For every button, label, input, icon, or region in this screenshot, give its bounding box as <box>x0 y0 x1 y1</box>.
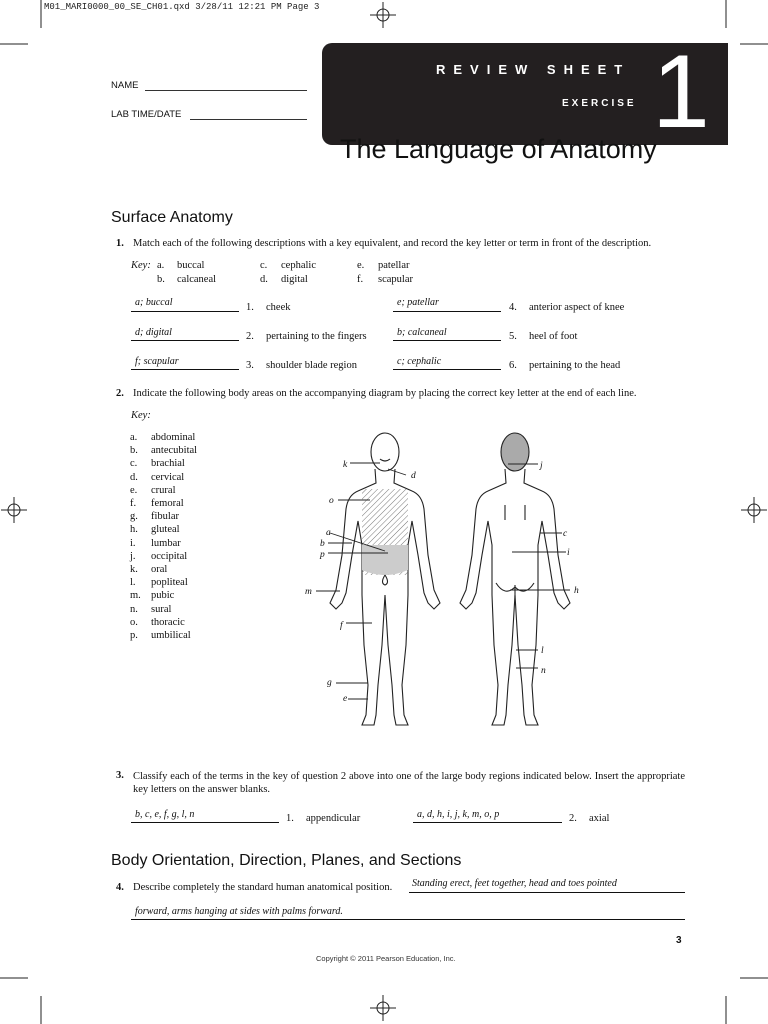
question-number: 3. <box>116 770 124 781</box>
exercise-label: EXERCISE <box>562 98 637 109</box>
page-number: 3 <box>676 935 682 946</box>
answer-blank[interactable] <box>131 311 239 312</box>
list-item: m. pubic <box>130 590 175 602</box>
list-item: b. antecubital <box>130 445 198 457</box>
key-term: digital <box>281 274 308 285</box>
key-term: patellar <box>378 260 410 271</box>
item-description: appendicular <box>306 813 361 824</box>
answer-blank[interactable] <box>131 340 239 341</box>
body-diagram <box>300 425 600 740</box>
exercise-number: 1 <box>652 34 710 150</box>
name-field[interactable] <box>145 90 307 91</box>
item-description: cheek <box>266 302 291 313</box>
diagram-label-h: h <box>574 586 579 596</box>
key-letter: c. <box>260 260 268 271</box>
answer-blank[interactable] <box>393 311 501 312</box>
item-description: shoulder blade region <box>266 360 357 371</box>
item-number: 5. <box>509 331 517 342</box>
key-letter: f. <box>357 274 364 285</box>
question-number: 2. <box>116 388 124 399</box>
diagram-label-k: k <box>343 460 348 470</box>
item-description: pertaining to the fingers <box>266 331 367 342</box>
list-item: i. lumbar <box>130 537 181 549</box>
item-description: heel of foot <box>529 331 578 342</box>
list-item: l. popliteal <box>130 577 188 589</box>
list-item: d. cervical <box>130 471 185 483</box>
list-item: p. umbilical <box>130 630 191 642</box>
list-item: e. crural <box>130 484 176 496</box>
diagram-label-i: i <box>567 548 570 558</box>
item-number: 2. <box>569 813 577 824</box>
answer-blank[interactable] <box>409 892 685 893</box>
diagram-label-n: n <box>541 666 546 676</box>
item-number: 2. <box>246 331 254 342</box>
list-item: o. thoracic <box>130 616 185 628</box>
answer-blank[interactable] <box>393 340 501 341</box>
answer-text: a; buccal <box>135 297 173 308</box>
slug-line: M01_MARI0000_00_SE_CH01.qxd 3/28/11 12:21 PM Page 3 <box>44 2 320 12</box>
list-item: a. abdominal <box>130 432 196 443</box>
key-letter: b. <box>157 274 165 285</box>
key-letter: d. <box>260 274 268 285</box>
list-item: h. gluteal <box>130 524 180 536</box>
list-item: c. brachial <box>130 458 185 470</box>
page-title: The Language of Anatomy <box>340 134 657 164</box>
list-item: n. sural <box>130 603 172 615</box>
copyright: Copyright © 2011 Pearson Education, Inc. <box>316 954 456 963</box>
diagram-label-p: p <box>320 550 325 560</box>
lab-time-label: LAB TIME/DATE <box>111 109 182 120</box>
answer-text: Standing erect, feet together, head and toes pointed <box>412 878 617 889</box>
name-label: NAME <box>111 80 139 91</box>
answer-text: c; cephalic <box>397 356 442 367</box>
item-number: 6. <box>509 360 517 371</box>
question-text: Classify each of the terms in the key of question 2 above into one of the large body regions indicated below. Insert the appropriate key letters on the answer blanks. <box>133 771 685 795</box>
question-number: 1. <box>116 238 124 249</box>
diagram-label-b: b <box>320 539 325 549</box>
list-item: k. oral <box>130 564 168 576</box>
key-term: buccal <box>177 260 205 271</box>
item-number: 4. <box>509 302 517 313</box>
diagram-label-f: f <box>340 621 343 631</box>
key-term: calcaneal <box>177 274 217 285</box>
answer-text: f; scapular <box>135 356 179 367</box>
question-text: Match each of the following descriptions with a key equivalent, and record the key letter or term in front of the description. <box>133 238 652 249</box>
key-letter: a. <box>157 260 165 271</box>
key-label: Key: <box>131 410 151 421</box>
section-title-surface-anatomy: Surface Anatomy <box>111 209 233 226</box>
diagram-label-a: a <box>326 528 331 538</box>
diagram-label-j: j <box>540 461 543 471</box>
diagram-label-d: d <box>411 471 416 481</box>
answer-text: a, d, h, i, j, k, m, o, p <box>417 809 500 820</box>
item-description: axial <box>589 813 610 824</box>
section-title-body-orientation: Body Orientation, Direction, Planes, and Sections <box>111 852 462 869</box>
answer-text: b; calcaneal <box>397 327 447 338</box>
list-item: j. occipital <box>130 550 188 562</box>
answer-blank[interactable] <box>131 822 279 823</box>
list-item: g. fibular <box>130 511 179 523</box>
key-letter: e. <box>357 260 365 271</box>
diagram-label-l: l <box>541 646 544 656</box>
lab-time-field[interactable] <box>190 119 307 120</box>
item-description: anterior aspect of knee <box>529 302 625 313</box>
posterior-body-figure <box>460 433 570 725</box>
diagram-label-e: e <box>343 694 348 704</box>
key-term: scapular <box>378 274 413 285</box>
review-sheet-label: REVIEW SHEET <box>436 62 631 77</box>
key-label: Key: <box>131 260 151 271</box>
answer-text: e; patellar <box>397 297 439 308</box>
diagram-label-g: g <box>327 678 332 688</box>
body-area-list <box>130 431 197 642</box>
item-number: 1. <box>286 813 294 824</box>
answer-blank[interactable] <box>131 369 239 370</box>
item-number: 3. <box>246 360 254 371</box>
answer-text: d; digital <box>135 327 172 338</box>
question-text: Describe completely the standard human anatomical position. <box>133 882 393 893</box>
answer-text: forward, arms hanging at sides with palms forward. <box>135 906 343 917</box>
anterior-body-figure <box>330 433 440 725</box>
answer-blank[interactable] <box>131 919 685 920</box>
diagram-label-o: o <box>329 496 334 506</box>
list-item: f. femoral <box>130 498 184 510</box>
answer-text: b, c, e, f, g, l, n <box>135 809 195 820</box>
answer-blank[interactable] <box>393 369 501 370</box>
question-text: Indicate the following body areas on the accompanying diagram by placing the correct key letter at the end of each line. <box>133 388 637 399</box>
item-description: pertaining to the head <box>529 360 621 371</box>
key-term: cephalic <box>281 260 316 271</box>
answer-blank[interactable] <box>413 822 562 823</box>
question-number: 4. <box>116 882 124 893</box>
diagram-label-m: m <box>305 587 312 597</box>
item-number: 1. <box>246 302 254 313</box>
diagram-label-c: c <box>563 529 568 539</box>
